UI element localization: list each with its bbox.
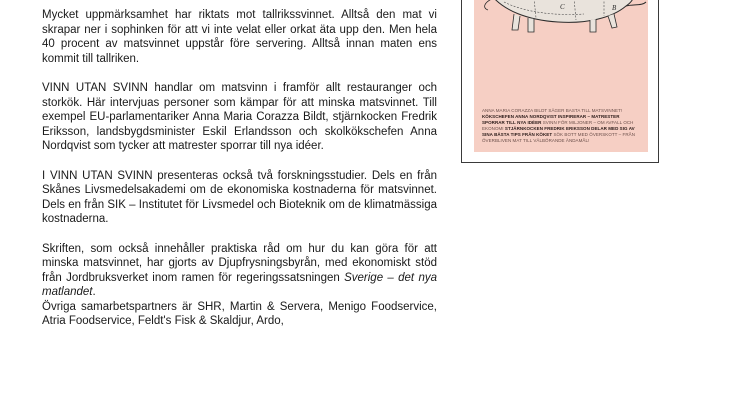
caption-part-4: STJÄRNKOCKEN FREDRIK ERIKSSON DELAR MED SIG AV SINA BÄSTA TIPS FRÅN KÖKET (482, 126, 635, 138)
credits-text: Skriften, som också innehåller praktiska råd om hur du kan göra för att minska matsvinnet, har gjorts av Djupfrysningsbyrån, med ekonomiskt stöd från Jordbruksverket inom ramen för regeringssatsningen (42, 242, 437, 284)
pig-cut-letter-b: B (612, 4, 617, 12)
publication-cover-frame (461, 0, 659, 163)
caption-part-1: ANNA MARIA CORAZZA BILDT SÄGER BASTA TILL MATSVINNET! (482, 108, 623, 113)
pig-illustration (474, 0, 648, 108)
paragraph-intro: Mycket uppmärksamhet har riktats mot tallrikssvinnet. Alltså den mat vi skrapar ner i sophinken för att vi inte velat eller orkat äta upp den. Men hela 40 procent av matsvinnet uppstår före servering. Alltså innan maten ens kommit till tallriken. (42, 9, 437, 65)
credits-period: . (92, 286, 96, 299)
paragraph-about: VINN UTAN SVINN handlar om matsvinn i framför allt restauranger och storkök. Här intervjuas personer som kämpar för att minska matsvinnet. Till exempel EU-parlamentariker Anna Maria Corazza Bildt, stjärnkocken Fredrik Eriksson, landsbygdsminister Eskil Erlandsson och skolkökschefen Anna Nordqvist som tycker att matrester sporrar till nya idéer. (42, 81, 437, 153)
caption-part-2: KÖKSCHEFEN ANNA NORDQVIST INSPIRERAR – MATRESTER SPORRAR TILL NYA IDÉER (482, 114, 620, 126)
article-text (42, 8, 437, 329)
caption-part-5: SÖK BOTT MED ÖVERSKOTT – FRÅN ÖVERBLIVEN MAT TILL VÄLBÖRANDE ÄNDAMÅL! (482, 132, 635, 144)
caption-part-3: SVINN FÖR MILJONER – OM AVFALL OCH EKONOMI (482, 120, 634, 132)
paragraph-research: I VINN UTAN SVINN presenteras också två forskningsstudier. Dels en från Skånes Livsmedelsakademi om de ekonomiska kostnaderna för matsvinnet. Dels en från SIK – Institutet för Livsmedel och Bioteknik om de klimatmässiga kostnaderna. (42, 169, 437, 226)
publication-cover (474, 0, 648, 152)
initiative-name: Sverige – det nya matlandet (42, 271, 437, 299)
paragraph-credits (42, 242, 437, 300)
paragraph-partners: Övriga samarbetspartners är SHR, Martin & Servera, Menigo Foodservice, Atria Foodservice, Feldt's Fisk & Skaldjur, Ardo, (42, 300, 437, 328)
pig-cut-letter-c: C (560, 3, 565, 11)
cover-caption (482, 108, 642, 145)
